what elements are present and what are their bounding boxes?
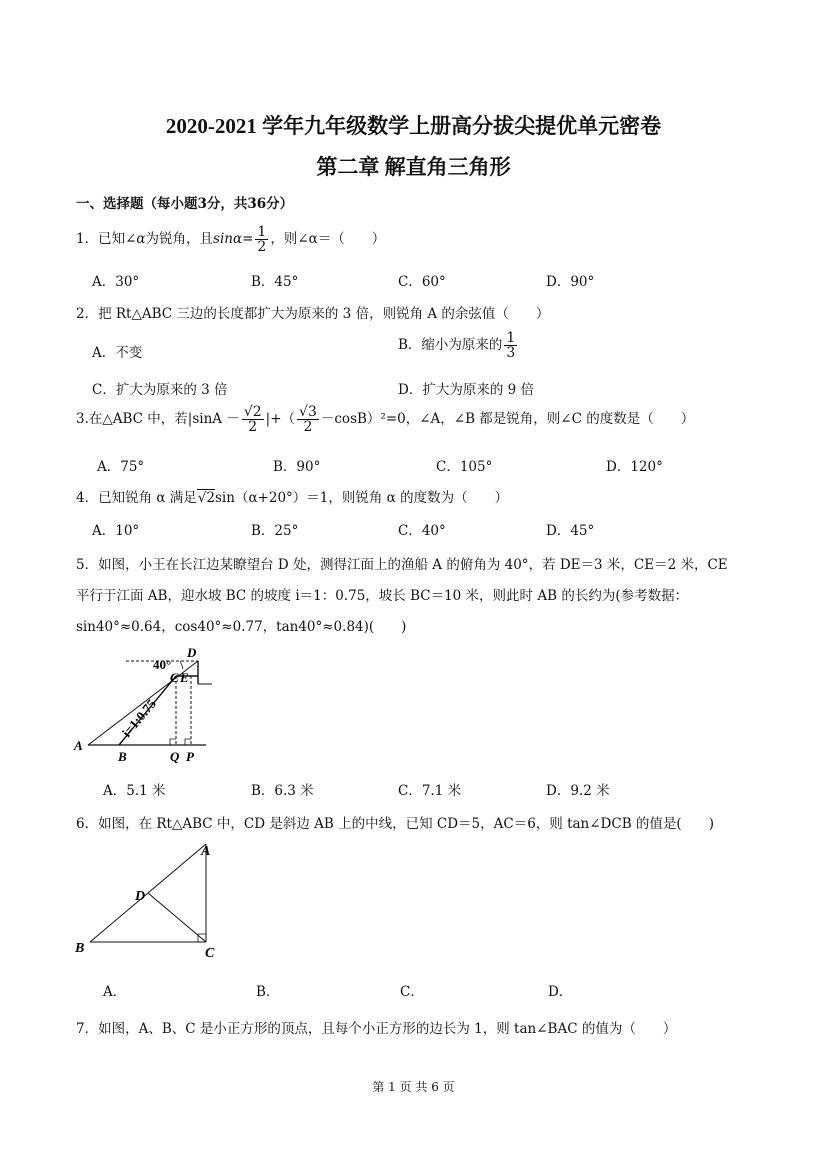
q6-option-c: C． xyxy=(400,984,424,1000)
q3-post: －cosB）²=0，∠A，∠B 都是锐角，则∠C 的度数是（ ） xyxy=(320,411,695,427)
page-title: 2020-2021 学年九年级数学上册高分拔尖提优单元密卷 xyxy=(165,114,662,138)
q1-frac-num: 1 xyxy=(257,224,267,240)
q3-frac2-den: 2 xyxy=(303,419,313,435)
q4-option-a: A．10° xyxy=(92,523,140,539)
q2-option-b-fraction xyxy=(504,331,517,360)
q3-pre: 3.在△ABC 中，若|sinA － xyxy=(76,411,240,427)
q1-option-a: A．30° xyxy=(92,274,140,290)
question-3 xyxy=(76,405,694,434)
q4-radical: √2 xyxy=(197,490,215,506)
q1-frac-den: 2 xyxy=(257,239,267,255)
q3-option-c: C．105° xyxy=(436,459,493,475)
q5-option-c: C．7.1 米 xyxy=(398,783,462,799)
q2-option-b-text: B．缩小为原来的 xyxy=(398,337,503,353)
q4-option-c: C．40° xyxy=(398,523,446,539)
q5-option-d: D．9.2 米 xyxy=(546,783,610,799)
q1-fraction xyxy=(255,225,268,254)
q5-option-b: B．6.3 米 xyxy=(251,783,314,799)
q5-fig-label-d: D xyxy=(187,645,197,660)
question-4 xyxy=(76,486,508,506)
q1-eq: = xyxy=(242,231,254,247)
q3-option-a: A．75° xyxy=(97,459,145,475)
q2-option-d: D．扩大为原来的 9 倍 xyxy=(398,382,534,398)
q1-alpha: α xyxy=(136,231,146,247)
q4-option-b: B．25° xyxy=(251,523,299,539)
q4-post: sin（α+20°）＝1，则锐角 α 的度数为（ ） xyxy=(215,490,509,506)
q2-frac-num: 1 xyxy=(506,330,516,346)
question-1 xyxy=(76,225,385,254)
q1-sin: sinα xyxy=(213,231,243,247)
q5-figure xyxy=(70,640,230,770)
chapter-title: 第二章 解直角三角形 xyxy=(316,155,511,179)
q1-option-d: D．90° xyxy=(546,274,595,290)
q6-fig-label-a: A xyxy=(201,844,211,859)
q3-fraction-2 xyxy=(297,405,319,434)
q6-fig-label-b: B xyxy=(75,941,85,956)
question-5-line-1: 5．如图，小王在长江边某瞭望台 D 处，测得江面上的渔船 A 的俯角为 40°，若 DE＝3 米，CE＝2 米，CE xyxy=(76,557,728,573)
section-header: 一、选择题（每小题3分，共36分） xyxy=(76,196,294,212)
q1-post: ，则∠α＝（ ） xyxy=(270,231,386,247)
q5-fig-label-a: A xyxy=(74,738,83,753)
q6-option-a: A． xyxy=(103,984,127,1000)
q1-mid: 为锐角，且 xyxy=(145,231,214,247)
q4-pre: 4．已知锐角 α 满足 xyxy=(76,490,197,506)
q5-fig-label-q: Q xyxy=(170,749,180,764)
q5-fig-angle: 40° xyxy=(153,657,172,672)
question-5-line-2: 平行于江面 AB，迎水坡 BC 的坡度 i＝1：0.75，坡长 BC＝10 米，则此时 AB 的长约为(参考数据： xyxy=(76,588,689,604)
q1-pre: 1．已知∠ xyxy=(76,231,137,247)
page-footer: 第 1 页 共 6 页 xyxy=(372,1080,455,1094)
q3-option-d: D．120° xyxy=(606,459,663,475)
q3-frac1-den: 2 xyxy=(248,419,258,435)
q2-option-b xyxy=(398,331,519,360)
q2-option-a: A．不变 xyxy=(92,345,143,361)
q2-frac-den: 3 xyxy=(506,345,516,361)
q6-fig-label-d: D xyxy=(135,889,146,904)
q3-mid: |+（ xyxy=(265,411,296,427)
question-7: 7．如图，A、B、C 是小正方形的顶点，且每个小正方形的边长为 1，则 tan∠BAC 的值为（ ） xyxy=(76,1021,677,1037)
question-2: 2．把 Rt△ABC 三边的长度都扩大为原来的 3 倍，则锐角 A 的余弦值（ ） xyxy=(76,306,550,322)
q5-fig-label-e: E xyxy=(180,670,189,685)
q5-option-a: A．5.1 米 xyxy=(103,783,166,799)
q3-fraction-1 xyxy=(242,405,264,434)
q1-option-b: B．45° xyxy=(251,274,299,290)
q6-option-d: D． xyxy=(548,984,573,1000)
q2-option-c: C．扩大为原来的 3 倍 xyxy=(92,382,228,398)
q3-option-b: B．90° xyxy=(273,459,321,475)
q1-option-c: C．60° xyxy=(398,274,446,290)
q6-option-b: B． xyxy=(256,984,280,1000)
q5-fig-label-b: B xyxy=(118,749,127,764)
q4-option-d: D．45° xyxy=(546,523,595,539)
q5-fig-label-c: C xyxy=(170,670,179,685)
q3-frac2-num: √3 xyxy=(299,404,317,420)
q6-figure xyxy=(70,838,230,963)
question-5-line-3: sin40°≈0.64，cos40°≈0.77，tan40°≈0.84)( ) xyxy=(76,619,407,635)
q5-fig-label-p: P xyxy=(186,749,194,764)
q5-fig-slope: i=1:0.75 xyxy=(118,696,159,740)
question-6: 6．如图，在 Rt△ABC 中，CD 是斜边 AB 上的中线，已知 CD＝5，AC＝6，则 tan∠DCB 的值是( ) xyxy=(76,816,714,832)
q3-frac1-num: √2 xyxy=(243,404,262,420)
q6-fig-label-c: C xyxy=(205,946,215,961)
